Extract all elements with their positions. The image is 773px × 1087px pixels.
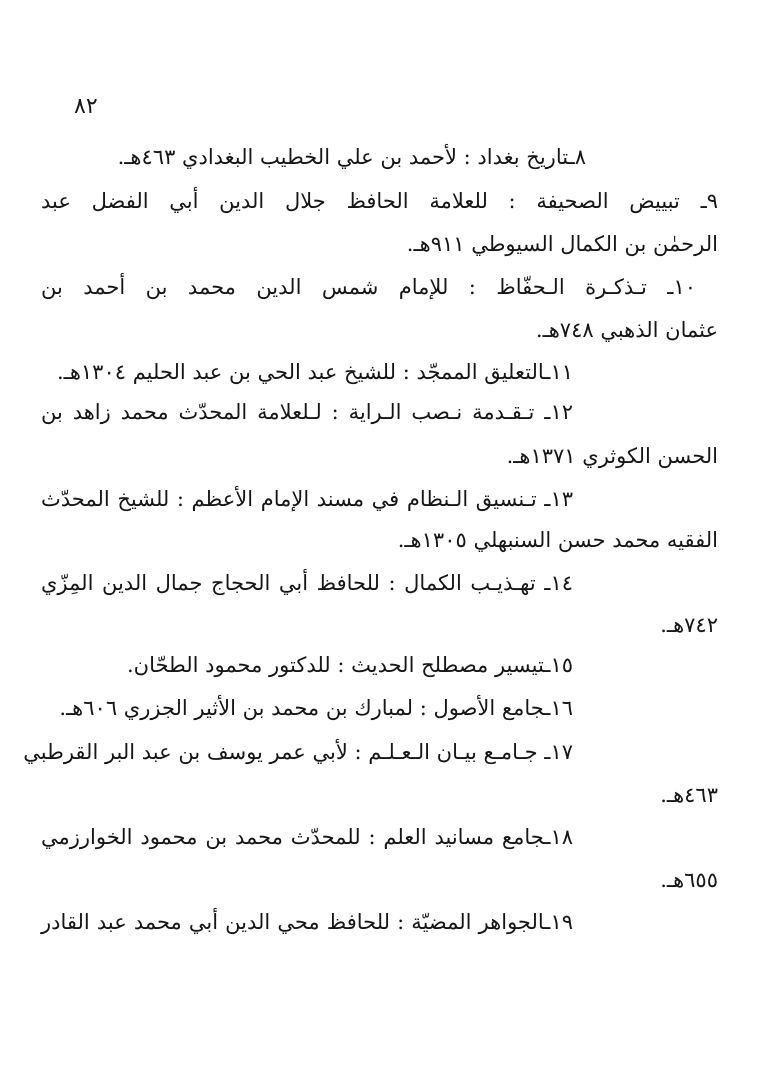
bibliography-entry-11: ١١ـالتعليق الممجّد : للشيخ عبد الحي بن عبد الحليم ١٣٠٤هـ. (57, 360, 573, 384)
bibliography-entry-13: ١٣ـ تـنسيق الـنظام في مسند الإمام الأعظم : للشيخ المحدّث (41, 487, 573, 511)
bibliography-entry-9: ٩ـ تبييض الصحيفة : للعلامة الحافظ جلال الدين أبي الفضل عبد (41, 189, 718, 213)
bibliography-entry-19: ١٩ـالجواهر المضيّة : للحافظ محي الدين أبي محمد عبد القادر (41, 910, 573, 934)
bibliography-entry-8: ٨ـتاريخ بغداد : لأحمد بن علي الخطيب البغدادي ٤٦٣هـ. (117, 145, 586, 169)
bibliography-entry-13-continued: الفقيه محمد حسن السنبهلي ١٣٠٥هـ. (397, 528, 718, 552)
bibliography-entry-12-continued: الحسن الكوثري ١٣٧١هـ. (506, 444, 718, 468)
bibliography-entry-17: ١٧ـ جـامـع بيـان الـعـلـم : لأبي عمر يوسف بن عبد البر القرطبي (23, 740, 573, 764)
page-number: ٨٢ (74, 94, 98, 119)
bibliography-entry-16: ١٦ـجامع الأصول : لمبارك بن محمد بن الأثير الجزري ٦٠٦هـ. (59, 696, 573, 720)
bibliography-entry-14: ١٤ـ تهـذيـب الكمال : للحافظ أبي الحجاج جمال الدين المِزّي (41, 571, 573, 595)
bibliography-entry-10: ١٠ـ تـذكـرة الـحفّاظ : للإمام شمس الدين محمد بن أحمد بن (41, 275, 696, 299)
bibliography-entry-12: ١٢ـ تـقـدمة نـصب الـراية : لـلعلامة المحدّث محمد زاهد بن (41, 400, 573, 424)
bibliography-entry-14-continued: ٧٤٢هـ. (660, 613, 718, 637)
bibliography-entry-10-continued: عثمان الذهبي ٧٤٨هـ. (535, 318, 718, 342)
bibliography-entry-18: ١٨ـجامع مسانيد العلم : للمحدّث محمد بن محمود الخوارزمي (41, 825, 573, 849)
bibliography-entry-9-continued: الرحمٰن بن الكمال السيوطي ٩١١هـ. (406, 232, 718, 256)
bibliography-entry-18-continued: ٦٥٥هـ. (660, 868, 718, 892)
bibliography-entry-17-continued: ٤٦٣هـ. (660, 783, 718, 807)
bibliography-entry-15: ١٥ـتيسير مصطلح الحديث : للدكتور محمود الطحّان. (127, 653, 573, 677)
